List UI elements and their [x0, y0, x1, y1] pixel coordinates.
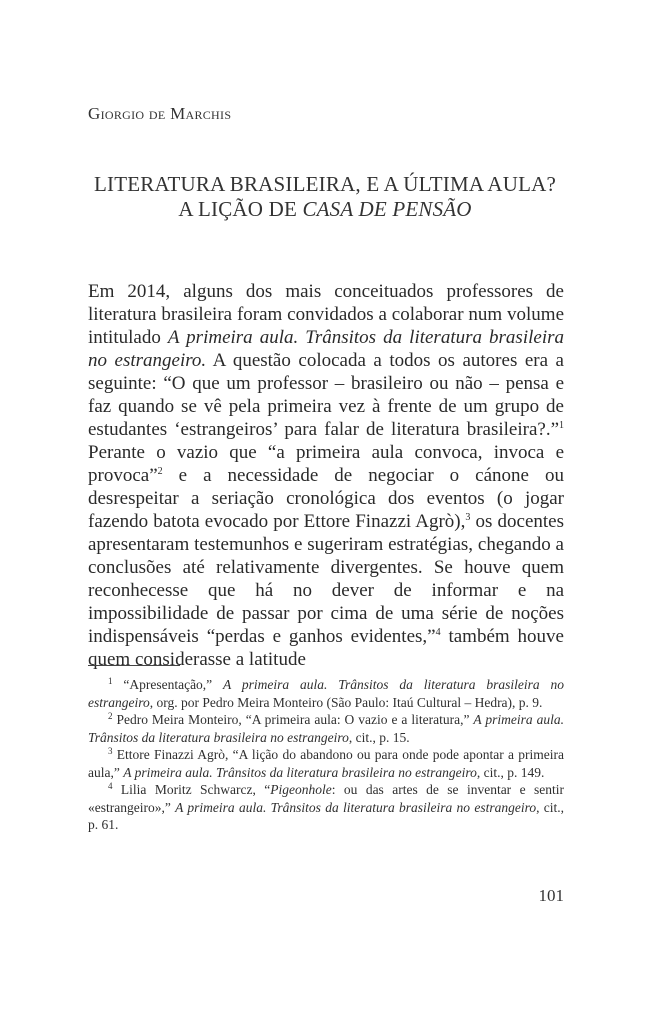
footnote-text: , cit., p. 149.: [476, 764, 545, 780]
body-segment: Em 2014, alguns dos mais conceituados professores de literatura brasileira foram convidados a colaborar num volume intitulado: [88, 281, 564, 348]
footnote-text: “Apresentação,”: [112, 677, 224, 692]
page-number: 101: [538, 886, 564, 905]
chapter-title-book: CASA DE PENSÃO: [302, 197, 472, 221]
footnote-italic-term: Pigeonhole: [270, 782, 332, 797]
footnote-book-title: A primeira aula. Trânsitos da literatura brasileira no estrangeiro: [123, 764, 477, 780]
chapter-title-line-2: [88, 197, 562, 222]
footnote-number: 2: [108, 711, 113, 721]
body-book-title: A primeira aula. Trânsitos da literatura brasileira no estrangeiro.: [88, 327, 564, 371]
footnote-book-title: A primeira aula. Trânsitos da literatura brasileira no estrangeiro: [175, 799, 537, 815]
footnote-text: Lilia Moritz Schwarcz, “: [112, 782, 271, 797]
body-segment: os docentes apresentaram testemunhos e sugeriram estratégias, chegando a conclusões até relativamente divergentes. Se houve quem reconhecesse que há no dever de informar e na impossibilidade de passar por cima de uma série de noções indispensáveis “perdas e ganhos evidentes,”: [88, 511, 564, 647]
footnote-2: [88, 711, 564, 746]
footnote-book-title: A primeira aula. Trânsitos da literatura brasileira no estrangeiro: [88, 677, 564, 710]
footnotes: [88, 676, 564, 834]
chapter-title: [88, 172, 562, 222]
footnote-number: 1: [108, 676, 113, 686]
body-segment: A questão colocada a todos os autores era a seguinte: “O que um professor – brasileiro ou não – pensa e faz quando se vê pela primeira vez à frente de um grupo de estudantes ‘estrangeiros’ para falar de literatura brasileira?.”: [88, 350, 564, 440]
chapter-title-prefix: A LIÇÃO DE: [178, 197, 303, 221]
body-segment: e a necessidade de negociar o cánone ou desrespeitar a seriação cronológica dos eventos (o jogar fazendo batota evocado por Ettore Finazzi Agrò),: [88, 465, 564, 532]
footnote-text: , org. por Pedro Meira Monteiro (São Paulo: Itaú Cultural – Hedra), p. 9.: [149, 694, 543, 710]
body-segment: também houve quem considerasse a latitude: [88, 626, 564, 670]
footnote-number: 3: [108, 746, 113, 756]
footnote-book-title: A primeira aula. Trânsitos da literatura brasileira no estrangeiro: [88, 712, 564, 745]
footnote-4: [88, 781, 564, 834]
footnote-ref-1[interactable]: 1: [559, 420, 564, 431]
footnote-1: [88, 676, 564, 711]
footnote-ref-4[interactable]: 4: [435, 627, 441, 638]
footnote-text: Pedro Meira Monteiro, “A primeira aula: O vazio e a literatura,”: [112, 712, 474, 727]
body-text: [88, 280, 564, 671]
body-paragraph: [88, 280, 564, 671]
footnote-number: 4: [108, 781, 113, 791]
footnote-text: , cit., p. 15.: [348, 729, 410, 745]
chapter-title-line-1: LITERATURA BRASILEIRA, E A ÚLTIMA AULA?: [93, 172, 557, 196]
footnote-text: : ou das artes de se inventar e sentir «estrangeiro»,”: [88, 782, 565, 815]
footnote-ref-2[interactable]: 2: [157, 466, 163, 477]
running-head-author: Giorgio de Marchis: [88, 104, 232, 123]
footnote-text: Ettore Finazzi Agrò, “A lição do abandono ou para onde pode apontar a primeira aula,”: [88, 747, 564, 780]
footnote-3: [88, 746, 564, 781]
footnote-ref-3[interactable]: 3: [465, 512, 471, 523]
footnote-divider: [88, 665, 180, 666]
body-segment: Perante o vazio que “a primeira aula convoca, invoca e provoca”: [88, 442, 564, 486]
footnote-text: , cit., p. 61.: [88, 799, 564, 832]
